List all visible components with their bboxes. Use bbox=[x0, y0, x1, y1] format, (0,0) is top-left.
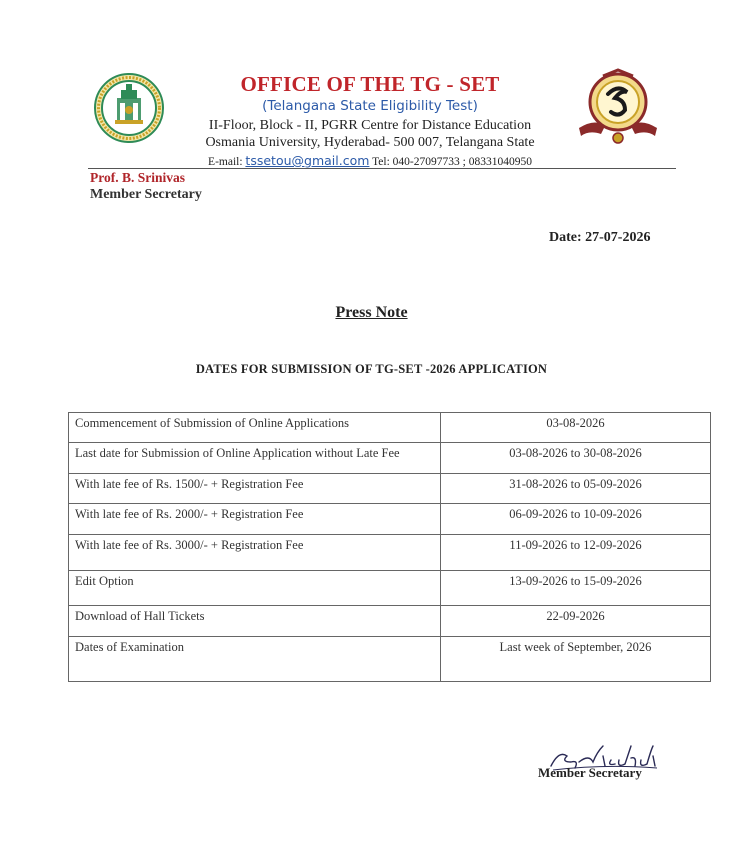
schedule-table bbox=[68, 412, 711, 682]
header-divider bbox=[88, 168, 676, 169]
schedule-label: Dates of Examination bbox=[69, 637, 441, 682]
schedule-heading: DATES FOR SUBMISSION OF TG-SET -2026 APPLICATION bbox=[195, 362, 548, 376]
contact-line bbox=[150, 153, 590, 168]
schedule-label: Download of Hall Tickets bbox=[69, 606, 441, 637]
schedule-value: 06-09-2026 to 10-09-2026 bbox=[441, 504, 711, 535]
table-row bbox=[69, 606, 711, 637]
press-note-date: Date: 27-07-2026 bbox=[549, 230, 651, 245]
schedule-label: With late fee of Rs. 1500/- + Registration Fee bbox=[69, 474, 441, 504]
table-row bbox=[69, 413, 711, 443]
email-label: E-mail: bbox=[208, 156, 243, 168]
address-line-1: II-Floor, Block - II, PGRR Centre for Distance Education bbox=[208, 118, 532, 133]
schedule-value: 11-09-2026 to 12-09-2026 bbox=[441, 535, 711, 571]
table-row bbox=[69, 504, 711, 535]
press-note-heading: Press Note bbox=[335, 304, 408, 321]
schedule-value: 13-09-2026 to 15-09-2026 bbox=[441, 571, 711, 606]
signatory-role: Member Secretary bbox=[90, 187, 202, 202]
schedule-label: Edit Option bbox=[69, 571, 441, 606]
table-row bbox=[69, 535, 711, 571]
signatory-name: Prof. B. Srinivas bbox=[90, 170, 186, 185]
footer-signature-role: Member Secretary bbox=[538, 765, 642, 780]
table-row bbox=[69, 571, 711, 606]
office-subtitle: (Telangana State Eligibility Test) bbox=[262, 98, 478, 114]
schedule-value: 22-09-2026 bbox=[441, 606, 711, 637]
address-line-2: Osmania University, Hyderabad- 500 007, Telangana State bbox=[205, 135, 535, 150]
schedule-value: 03-08-2026 bbox=[441, 413, 711, 443]
table-row bbox=[69, 474, 711, 504]
schedule-label: Commencement of Submission of Online Applications bbox=[69, 413, 441, 443]
telephone-text: Tel: 040-27097733 ; 08331040950 bbox=[372, 156, 532, 168]
schedule-label: With late fee of Rs. 3000/- + Registration Fee bbox=[69, 535, 441, 571]
schedule-label: With late fee of Rs. 2000/- + Registration Fee bbox=[69, 504, 441, 535]
schedule-value: 03-08-2026 to 30-08-2026 bbox=[441, 443, 711, 474]
schedule-value: Last week of September, 2026 bbox=[441, 637, 711, 682]
schedule-value: 31-08-2026 to 05-09-2026 bbox=[441, 474, 711, 504]
table-row bbox=[69, 443, 711, 474]
office-title: OFFICE OF THE TG - SET bbox=[240, 72, 500, 96]
table-row bbox=[69, 637, 711, 682]
schedule-label: Last date for Submission of Online Application without Late Fee bbox=[69, 443, 441, 474]
email-link[interactable]: tssetou@gmail.com bbox=[245, 153, 370, 168]
